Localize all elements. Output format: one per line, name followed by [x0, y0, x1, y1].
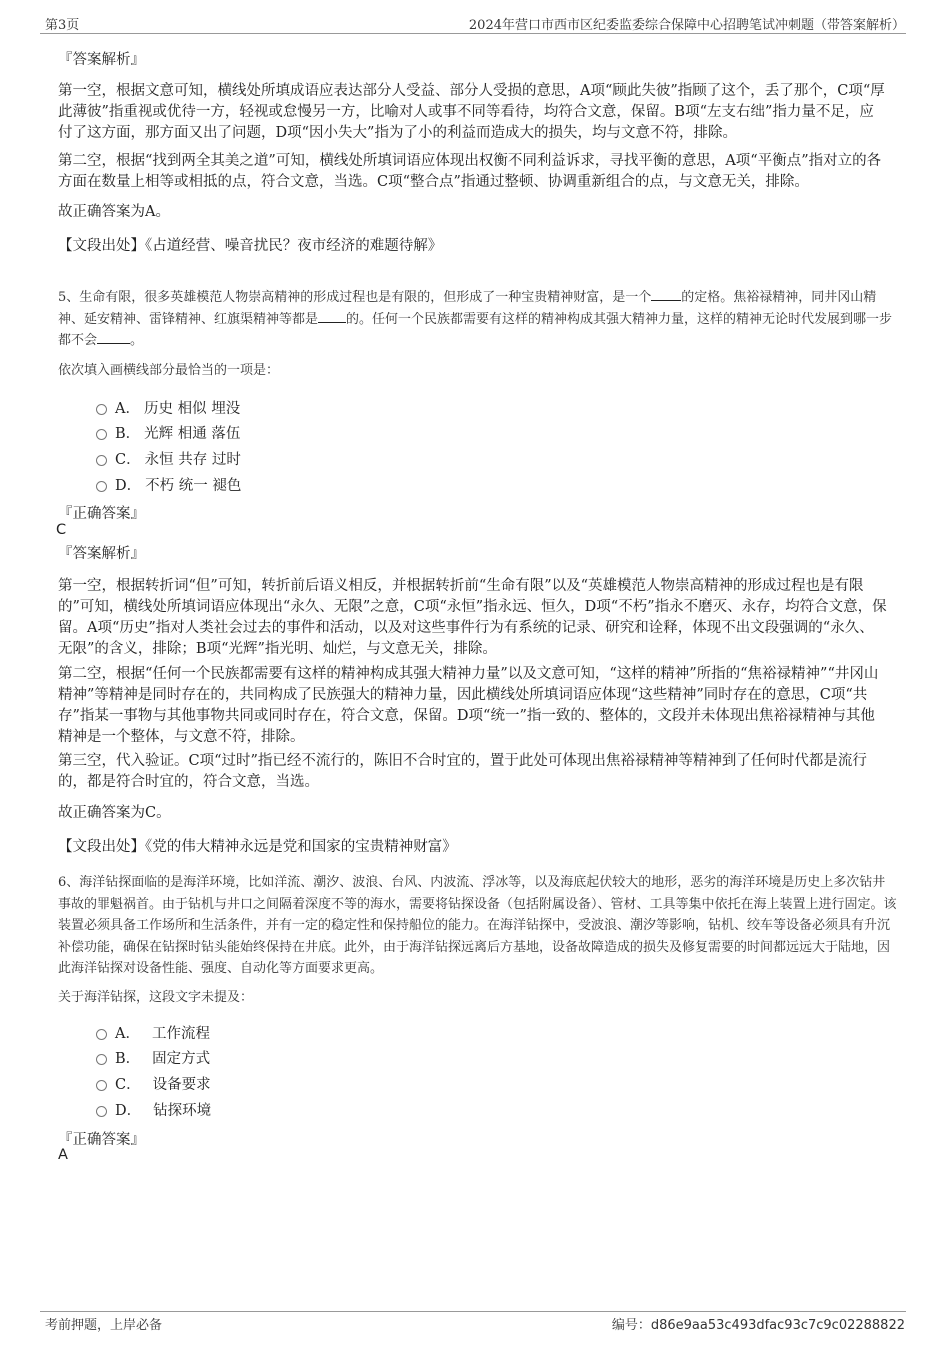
header-divider: [40, 33, 906, 34]
fill-blank: [97, 343, 130, 344]
radio-button[interactable]: [96, 481, 107, 492]
correct-answer-label: 『正确答案』: [58, 506, 145, 522]
radio-button[interactable]: [96, 1054, 107, 1065]
option-a[interactable]: A． 工作流程: [96, 1022, 210, 1043]
analysis-paragraph: 第二空，根据“找到两全其美之道”可知，横线处所填词语应体现出权衡不同利益诉求，寻找平衡的意思，A项“平衡点”指对立的各方面在数量上相等或相抵的点，符合文意，当选。C项“整合点”指通过整顿、协调重新组合的点，与文意无关，排除。: [58, 153, 882, 190]
radio-button[interactable]: [96, 1029, 107, 1040]
correct-answer-label: 『正确答案』: [58, 1132, 145, 1148]
option-c[interactable]: C． 永恒 共存 过时: [96, 448, 241, 469]
radio-button[interactable]: [96, 404, 107, 415]
option-c[interactable]: C． 设备要求: [96, 1073, 211, 1094]
answer-conclusion: 故正确答案为A。: [58, 204, 170, 220]
option-d[interactable]: D． 不朽 统一 褪色: [96, 474, 241, 495]
source-citation: 【文段出处】《占道经营、噪音扰民？夜市经济的难题待解》: [58, 238, 443, 254]
analysis-paragraph: 第三空，代入验证。C项“过时”指已经不流行的，陈旧不合时宜的，置于此处可体现出焦裕禄精神等精神到了任何时代都是流行的，都是符合时宜的，符合文意，当选。: [58, 753, 867, 790]
answer-analysis-label: 『答案解析』: [58, 52, 145, 68]
option-a[interactable]: A． 历史 相似 埋没: [96, 397, 240, 418]
document-title: 2024年营口市西市区纪委监委综合保障中心招聘笔试冲刺题（带答案解析）: [468, 18, 905, 33]
answer-analysis-label: 『答案解析』: [58, 546, 145, 562]
page-number: 第3页: [45, 18, 80, 33]
answer-conclusion: 故正确答案为C。: [58, 805, 171, 821]
correct-answer: C: [56, 522, 67, 538]
radio-button[interactable]: [96, 455, 107, 466]
question-prompt: 依次填入画横线部分最恰当的一项是：: [58, 363, 280, 378]
radio-button[interactable]: [96, 429, 107, 440]
document-code: 编号：d86e9aa53c493dfac93c7c9c02288822: [611, 1318, 905, 1333]
question-stem: 6、海洋钻探面临的是海洋环境，比如洋流、潮汐、波浪、台风、内波流、浮冰等，以及海底起伏较大的地形，恶劣的海洋环境是历史上多次钻井事故的罪魁祸首。由于钻机与井口之间隔着深度不等的海水，需要将钻探设备（包括附属设备）、管材、工具等集中依托在海上装置上进行固定。该装置必须具备工作场所和生活条件，并有一定的稳定性和保持船位的能力。在海洋钻探中，受波浪、潮汐等影响，钻机、绞车等设备必须具有升沉补偿功能，确保在钻探时钻头能始终保持在井底。此外，由于海洋钻探远离后方基地，设备故障造成的损失及修复需要的时间都远远大于陆地，因此海洋钻探对设备性能、强度、自动化等方面要求更高。: [58, 875, 897, 976]
footer-divider: [40, 1311, 906, 1312]
radio-button[interactable]: [96, 1080, 107, 1091]
option-b[interactable]: B． 固定方式: [96, 1047, 210, 1068]
radio-button[interactable]: [96, 1106, 107, 1117]
question-stem: 5、生命有限，很多英雄模范人物崇高精神的形成过程也是有限的，但形成了一种宝贵精神财富，是一个 的定格。焦裕禄精神，同井冈山精神、延安精神、雷锋精神、红旗渠精神等都是 的。任何一个民族都需要有这样的精神构成其强大精神力量，这样的精神无论时代发展到哪一步都不会 。: [58, 290, 893, 348]
analysis-paragraph: 第一空，根据转折词“但”可知，转折前后语义相反，并根据转折前“生命有限”以及“英雄模范人物崇高精神的形成过程也是有限的”可知，横线处所填词语应体现出“永久、无限”之意，C项“永恒”指永远、恒久，D项“不朽”指永不磨灭、永存，均符合文意，保留。A项“历史”指对人类社会过去的事件和活动，以及对这些事件行为有系统的记录、研究和诠释，体现不出文段强调的“永久、无限”的含义，排除；B项“光辉”指光明、灿烂，与文意无关，排除。: [58, 578, 887, 657]
question-prompt: 关于海洋钻探，这段文字未提及：: [58, 990, 254, 1005]
source-citation: 【文段出处】《党的伟大精神永远是党和国家的宝贵精神财富》: [58, 839, 457, 855]
correct-answer: A: [58, 1147, 68, 1163]
analysis-paragraph: 第一空，根据文意可知，横线处所填成语应表达部分人受益、部分人受损的意思，A项“顾此失彼”指顾了这个，丢了那个，C项“厚此薄彼”指重视或优待一方，轻视或怠慢另一方，比喻对人或事不同等看待，均符合文意，保留。B项“左支右绌”指力量不足，应付了这方面，那方面又出了问题，D项“因小失大”指为了小的利益而造成大的损失，均与文意不符，排除。: [58, 83, 885, 141]
analysis-paragraph: 第二空，根据“任何一个民族都需要有这样的精神构成其强大精神力量”以及文意可知，“这样的精神”所指的“焦裕禄精神”“井冈山精神”等精神是同时存在的，共同构成了民族强大的精神力量，因此横线处所填词语应体现“这些精神”同时存在的意思，C项“共存”指某一事物与其他事物共同或同时存在，符合文意，保留。D项“统一”指一致的、整体的，文段并未体现出焦裕禄精神与其他精神是一个整体，与文意不符，排除。: [58, 666, 879, 745]
fill-blank: [318, 322, 346, 323]
footer-slogan: 考前押题，上岸必备: [45, 1318, 163, 1333]
fill-blank: [651, 300, 681, 301]
option-d[interactable]: D． 钻探环境: [96, 1099, 211, 1120]
option-b[interactable]: B． 光辉 相通 落伍: [96, 422, 240, 443]
